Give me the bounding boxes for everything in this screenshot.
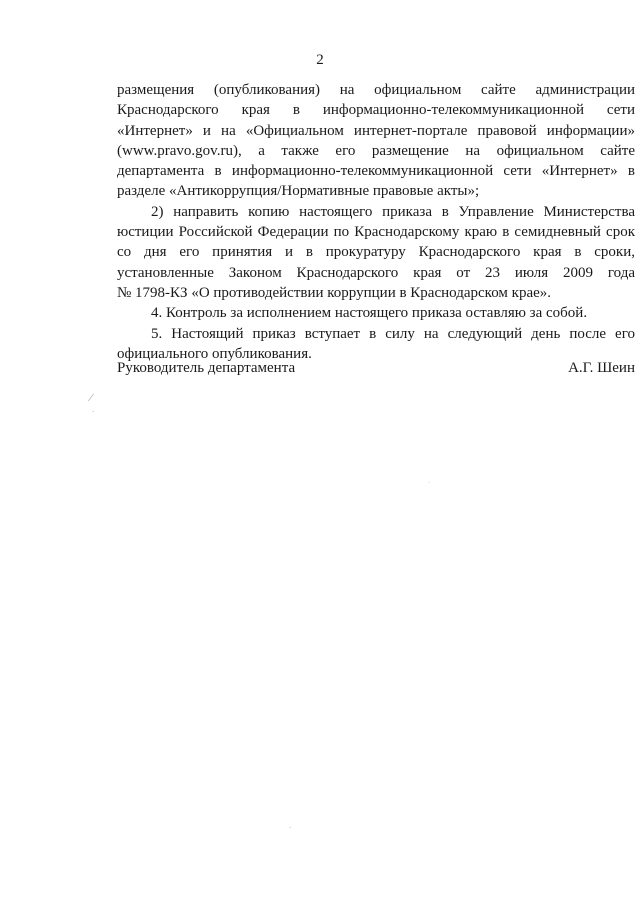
paragraph-2-line: № 1798-КЗ «О противодействии коррупции в Краснодарском крае».	[117, 284, 552, 301]
paragraph-1-line: (www.pravo.gov.ru), а также его размещение на официальном сайте	[117, 142, 635, 159]
page-number: 2	[316, 52, 324, 68]
scan-mark: ·	[289, 824, 292, 832]
paragraph-1-line: размещения (опубликования) на официальном сайте администрации	[117, 82, 635, 98]
paragraph-1-line: департамента в информационно-телекоммуникационной сети «Интернет» в	[117, 163, 635, 180]
paragraph-2-line: юстиции Российской Федерации по Краснодарскому краю в семидневный срок	[117, 224, 635, 241]
paragraph-2-line: со дня его принятия и в прокуратуру Краснодарского края в сроки,	[117, 244, 635, 261]
paragraph-2-line: установленные Законом Краснодарского края от 23 июля 2009 года	[117, 264, 635, 281]
paragraph-5-line: 5. Настоящий приказ вступает в силу на следующий день после его	[151, 325, 635, 342]
paragraph-2-line: 2) направить копию настоящего приказа в Управление Министерства	[151, 203, 635, 220]
document-body	[117, 80, 635, 364]
scan-mark: ·	[428, 480, 430, 486]
paragraph-1-line: разделе «Антикоррупция/Нормативные правовые акты»;	[117, 183, 480, 200]
signature-block	[117, 360, 635, 377]
signatory-name: А.Г. Шеин	[568, 360, 635, 376]
signatory-title: Руководитель департамента	[117, 360, 296, 376]
paragraph-4: 4. Контроль за исполнением настоящего приказа оставляю за собой.	[151, 305, 588, 322]
paragraph-1-line: Краснодарского края в информационно-телекоммуникационной сети	[117, 102, 635, 119]
paragraph-5-line: официального опубликования.	[117, 345, 312, 362]
scan-mark: ·	[92, 408, 95, 416]
scan-mark: ⁄	[90, 392, 92, 404]
paragraph-1-line: «Интернет» и на «Официальном интернет-портале правовой информации»	[117, 122, 635, 139]
